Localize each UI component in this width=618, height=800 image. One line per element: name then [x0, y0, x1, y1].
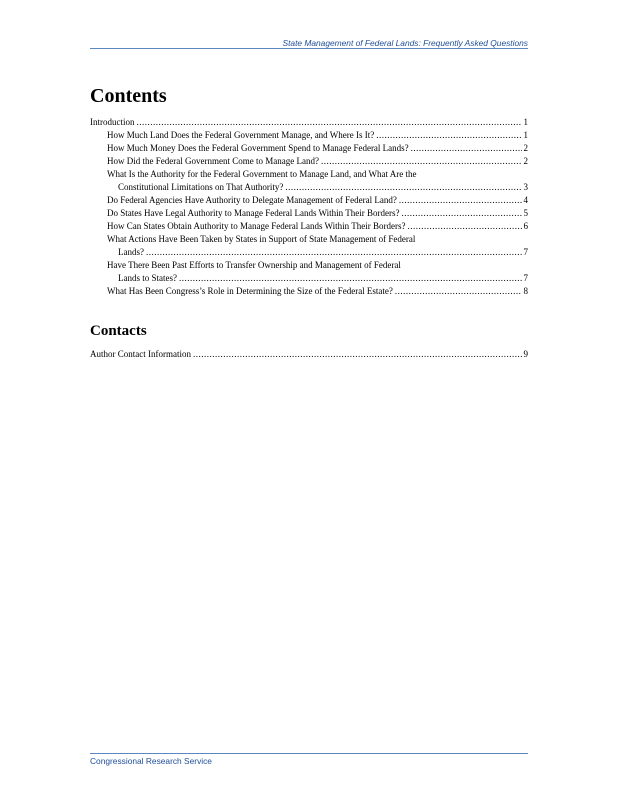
toc-page-number: 3: [523, 182, 528, 192]
header-rule: [90, 48, 528, 49]
toc-page-number: 2: [523, 143, 528, 153]
toc-page-number: 4: [523, 195, 528, 205]
toc-page-number: 6: [523, 221, 528, 231]
toc-leader: [193, 349, 522, 359]
toc-entry-text-line1[interactable]: What Is the Authority for the Federal Government to Manage Land, and What Are the: [107, 169, 417, 179]
toc-leader: [395, 286, 522, 296]
toc-leader: [285, 182, 521, 192]
toc-entry-author-contact[interactable]: [90, 349, 528, 359]
toc-entry-introduction[interactable]: [90, 117, 528, 127]
toc-page-number: 1: [523, 130, 528, 140]
toc-entry-text-line1[interactable]: What Actions Have Been Taken by States in Support of State Management of Federal: [107, 234, 416, 244]
toc-entry[interactable]: [107, 221, 528, 231]
toc-entry[interactable]: [118, 247, 528, 257]
toc-leader: [137, 117, 522, 127]
toc-page-number: 7: [523, 273, 528, 283]
toc-entry[interactable]: [107, 286, 528, 296]
toc-entry-text: Do States Have Legal Authority to Manage Federal Lands Within Their Borders?: [107, 208, 400, 218]
toc-leader: [146, 247, 522, 257]
contacts-heading: Contacts: [90, 323, 147, 339]
toc-entry[interactable]: [107, 143, 528, 153]
toc-page-number: 5: [523, 208, 528, 218]
toc-page-number: 8: [523, 286, 528, 296]
toc-leader: [376, 130, 521, 140]
toc-leader: [411, 143, 522, 153]
toc-entry-text: How Much Land Does the Federal Government Manage, and Where Is It?: [107, 130, 375, 140]
toc-entry[interactable]: [107, 130, 528, 140]
toc-page-number: 1: [523, 117, 528, 127]
toc-entry-text: Lands to States?: [118, 273, 177, 283]
toc-entry-text: Introduction: [90, 117, 135, 127]
footer-rule: [90, 753, 528, 754]
toc-entry-text-line1[interactable]: Have There Been Past Efforts to Transfer Ownership and Management of Federal: [107, 260, 401, 270]
footer-publisher: Congressional Research Service: [90, 756, 212, 766]
toc-page-number: 9: [523, 349, 528, 359]
toc-entry-text: What Has Been Congress’s Role in Determining the Size of the Federal Estate?: [107, 286, 393, 296]
toc-entry[interactable]: [118, 273, 528, 283]
toc-entry-text: Do Federal Agencies Have Authority to Delegate Management of Federal Land?: [107, 195, 397, 205]
toc-leader: [401, 208, 521, 218]
toc-entry[interactable]: [107, 208, 528, 218]
toc-leader: [321, 156, 522, 166]
contents-heading: Contents: [90, 85, 167, 107]
toc-leader: [408, 221, 522, 231]
toc-page-number: 2: [523, 156, 528, 166]
toc-entry[interactable]: [107, 195, 528, 205]
toc-entry-text: How Did the Federal Government Come to Manage Land?: [107, 156, 319, 166]
toc-entry-text: How Can States Obtain Authority to Manage Federal Lands Within Their Borders?: [107, 221, 406, 231]
toc-entry[interactable]: [107, 156, 528, 166]
running-header: State Management of Federal Lands: Frequently Asked Questions: [282, 38, 528, 48]
toc-entry-text: Lands?: [118, 247, 144, 257]
toc-leader: [179, 273, 522, 283]
toc-page-number: 7: [523, 247, 528, 257]
toc-entry-text: How Much Money Does the Federal Government Spend to Manage Federal Lands?: [107, 143, 409, 153]
toc-entry-text: Constitutional Limitations on That Authority?: [118, 182, 284, 192]
toc-entry-text: Author Contact Information: [90, 349, 191, 359]
toc-leader: [399, 195, 522, 205]
toc-entry[interactable]: [118, 182, 528, 192]
